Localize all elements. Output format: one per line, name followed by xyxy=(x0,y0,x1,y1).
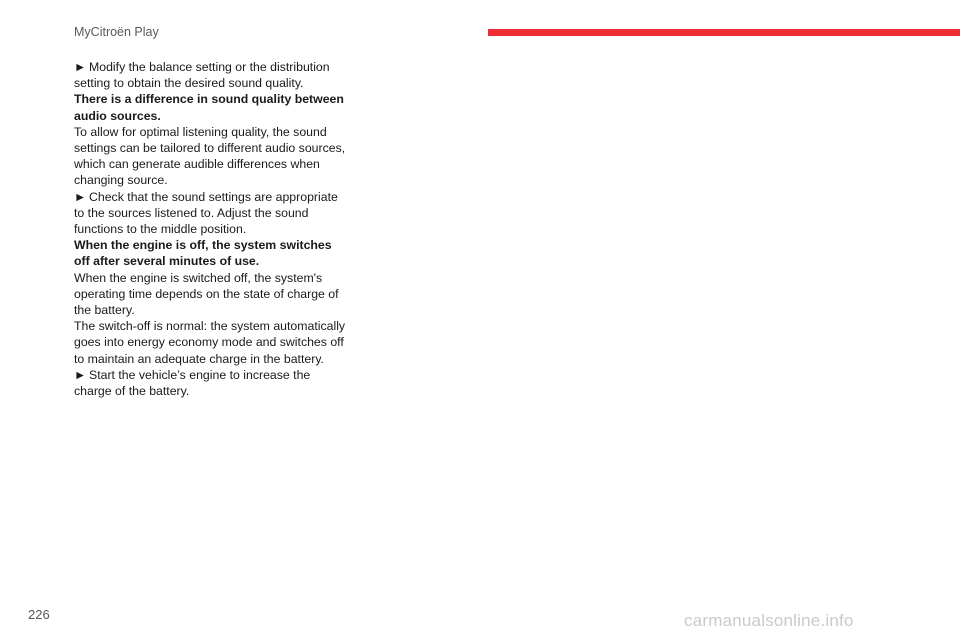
section-title: MyCitroën Play xyxy=(74,25,159,39)
paragraph: The switch-off is normal: the system automatically goes into energy economy mode and switches off to maintain an adequate charge in the battery. xyxy=(74,319,346,366)
step-paragraph xyxy=(74,367,346,399)
bold-heading: There is a difference in sound quality between audio sources. xyxy=(74,92,344,123)
header-accent-bar xyxy=(488,29,960,36)
arrow-icon: ► xyxy=(74,367,87,382)
content-column xyxy=(74,59,346,399)
watermark: carmanualsonline.info xyxy=(684,611,854,630)
arrow-icon: ► xyxy=(74,189,87,204)
arrow-icon: ► xyxy=(74,60,87,74)
page-number: 226 xyxy=(28,607,50,622)
bold-heading: When the engine is off, the system switches off after several minutes of use. xyxy=(74,238,332,269)
paragraph-text: Modify the balance setting or the distribution setting to obtain the desired sound quality. xyxy=(74,60,330,91)
paragraph: When the engine is switched off, the system's operating time depends on the state of charge of the battery. xyxy=(74,270,339,318)
paragraph-text: Start the vehicle’s engine to increase the charge of the battery. xyxy=(74,367,311,399)
paragraph: To allow for optimal listening quality, the sound settings can be tailored to different audio sources, which can generate audible differences when changing source. xyxy=(74,124,346,188)
step-paragraph xyxy=(74,59,346,91)
step-paragraph xyxy=(74,189,346,238)
paragraph-text: Check that the sound settings are appropriate to the sources listened to. Adjust the sound functions to the middle position. xyxy=(74,189,338,237)
